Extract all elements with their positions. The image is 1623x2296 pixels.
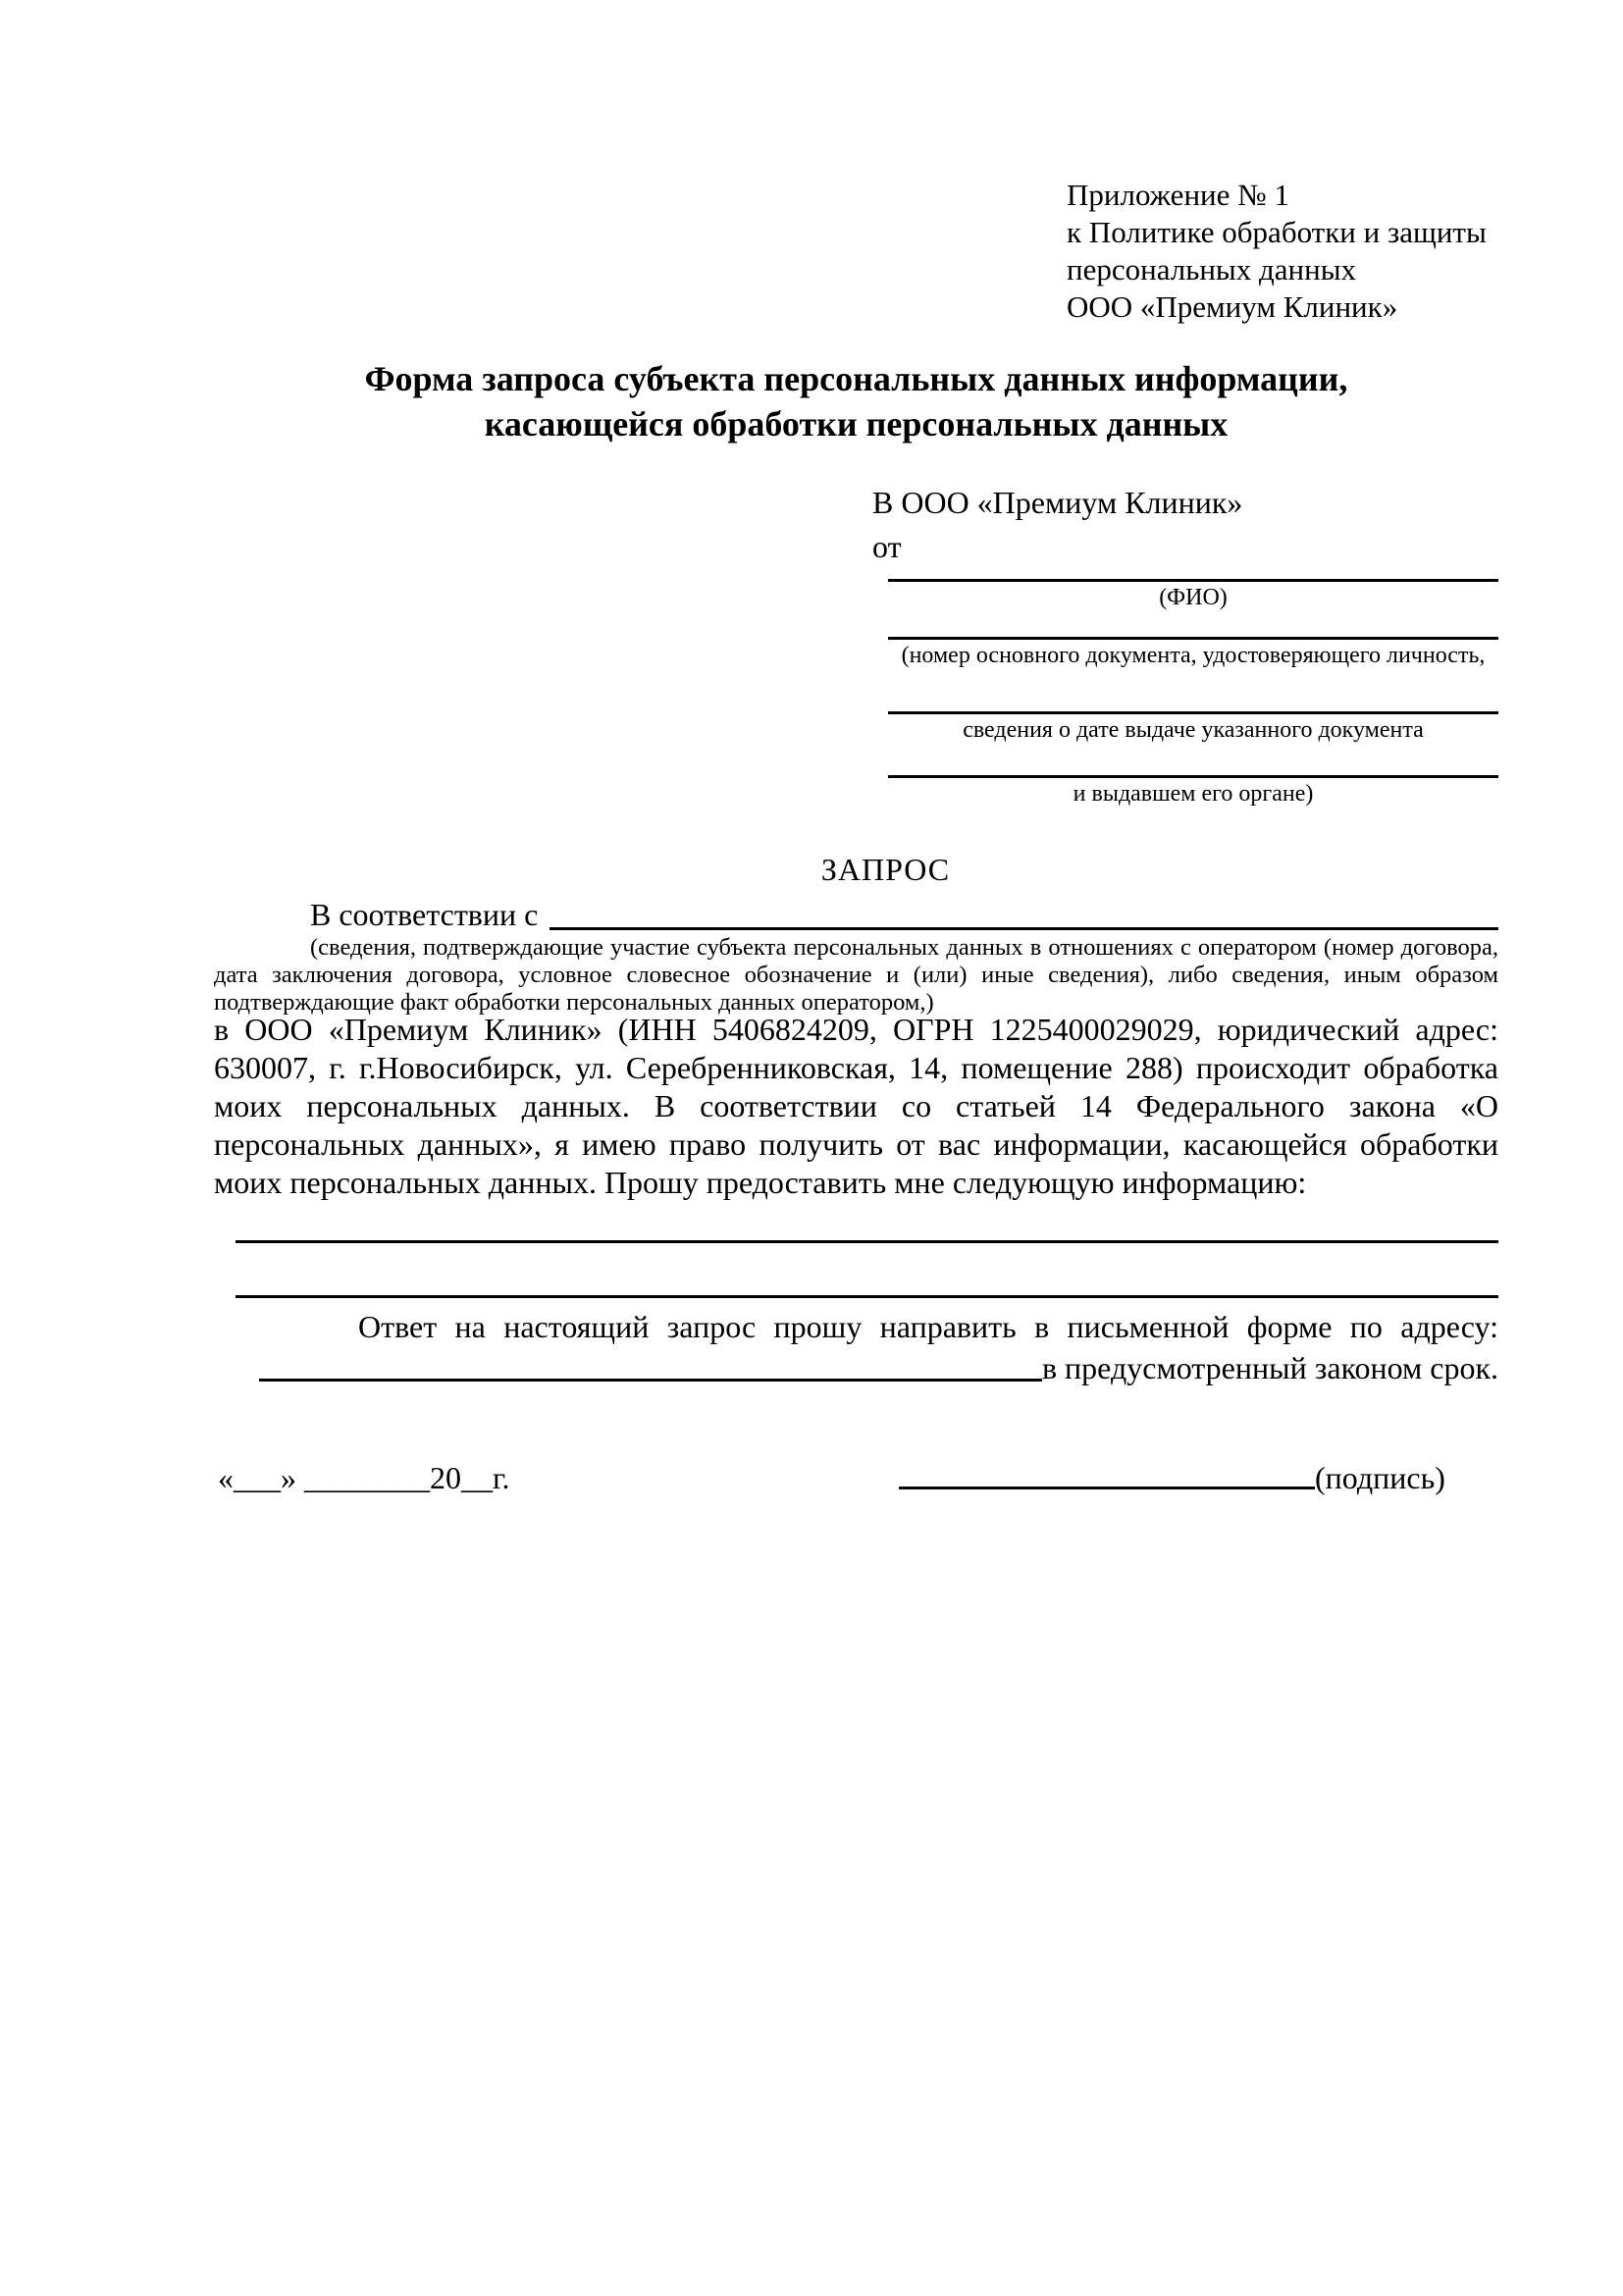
request-intro-prefix: В соответствии с — [310, 897, 539, 932]
signature-area — [899, 1460, 1498, 1496]
request-body-paragraph: в ООО «Премиум Клиник» (ИНН 5406824209, ОГРН 1225400029029, юридический адрес: 630007, г. г.Новосибирск, ул. Серебренниковская, 14, помещение 288) происходит обработка моих персональных данных. В соответствии со статьей 14 Федерального закона «О персональных данных», я имею право получить от вас информации, касающейся обработки моих персональных данных. Прошу предоставить мне следующую информацию: — [214, 1012, 1498, 1200]
information-fill-line-2 — [236, 1295, 1498, 1298]
fio-fill-line: (ФИО) — [888, 579, 1498, 611]
reply-suffix-text: в предусмотренный законом срок. — [1041, 1350, 1498, 1385]
request-intro-row — [214, 897, 1498, 932]
appendix-line: к Политике обработки и защиты — [1067, 215, 1487, 249]
reply-address-row — [214, 1348, 1498, 1387]
information-fill-line-1 — [236, 1240, 1498, 1243]
date-fill-blank: «___» ________20__г. — [218, 1460, 510, 1495]
document-title — [214, 356, 1498, 446]
signature-caption: (подпись) — [1315, 1460, 1445, 1495]
appendix-reference-block — [1067, 177, 1487, 326]
date-signature-row — [214, 1460, 1498, 1505]
document-issue-date-fill-line: сведения о дате выдаче указанного документа — [888, 711, 1498, 744]
request-intro-footnote: (сведения, подтверждающие участие субъекта персональных данных в отношениях с оператором (номер договора, дата заключения договора, условное словесное обозначение и (или) иные сведения), либо сведения, иным образом подтверждающие факт обработки персональных данных оператором,) — [214, 934, 1498, 1016]
appendix-line: персональных данных — [1067, 252, 1357, 287]
reply-request-text: Ответ на настоящий запрос прошу направить в письменной форме по адресу: — [358, 1309, 1498, 1344]
document-number-fill-line: (номер основного документа, удостоверяющего личность, — [888, 637, 1498, 669]
signature-fill-line — [899, 1460, 1315, 1489]
addressee-from-label: от — [872, 529, 902, 564]
appendix-line: Приложение № 1 — [1067, 178, 1289, 212]
appendix-line: ООО «Премиум Клиник» — [1067, 289, 1398, 324]
document-title-line2: касающейся обработки персональных данных — [484, 404, 1229, 444]
request-heading: ЗАПРОС — [820, 852, 951, 887]
reply-request-paragraph — [214, 1307, 1498, 1387]
reply-address-fill-line — [259, 1348, 1042, 1382]
addressee-organization: В ООО «Премиум Клиник» — [872, 485, 1243, 520]
addressee-block — [872, 481, 1498, 824]
reply-address-lead-space — [214, 1348, 259, 1387]
document-title-line1: Форма запроса субъекта персональных данных информации, — [364, 359, 1348, 398]
document-issuer-fill-line: и выдавшем его органе) — [888, 775, 1498, 808]
request-intro-fill-line — [550, 897, 1498, 930]
